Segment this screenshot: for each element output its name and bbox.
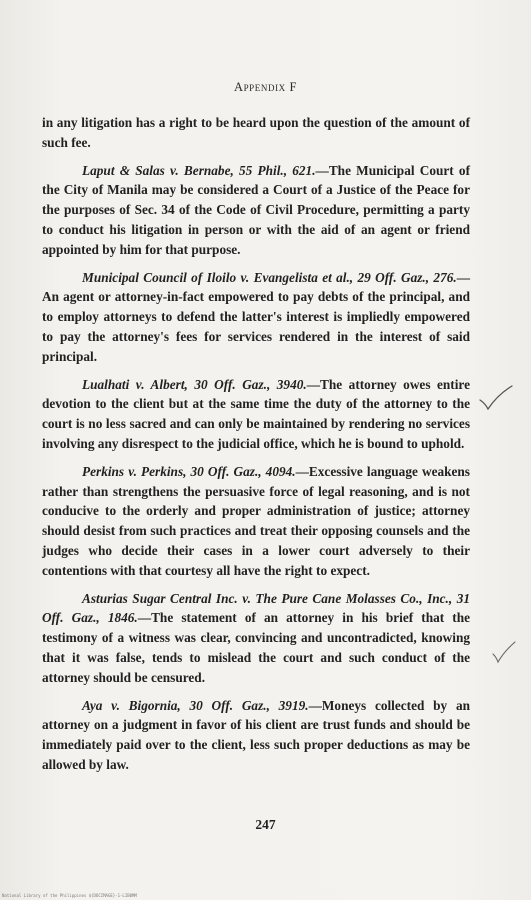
scan-footer: National Library of the Philippines ${DOCIMAGE}-1-LIB0MM (2, 893, 137, 898)
case-paragraph (42, 161, 470, 260)
page-number: 247 (255, 817, 276, 832)
case-citation: Aya v. Bigornia, 30 Off. Gaz., 3919. (82, 697, 309, 713)
case-citation: Laput & Salas v. Bernabe, 55 Phil., 621. (82, 162, 316, 178)
checkmark-icon (478, 384, 514, 412)
case-citation: Lualhati v. Albert, 30 Off. Gaz., 3940. (82, 376, 307, 392)
paragraph-continuation (42, 113, 470, 153)
running-header: Appendix F (233, 80, 298, 94)
case-holding: —An agent or attorney-in-fact empowered to pay debts of the principal, and to employ attorneys to defend the latter's interest is impliedly empowered to pay the attorney's fees for services rendered in the interest of said principal. (42, 269, 470, 364)
case-holding: —Moneys collected by an attorney on a judgment in favor of his client are trust funds and should be immediately paid over to the client, less such proper deductions as may be allowed by law. (42, 697, 470, 772)
paragraph-text: in any litigation has a right to be heard upon the question of the amount of such fee. (42, 115, 470, 150)
case-holding: —Excessive language weakens rather than strengthens the persuasive force of legal reasoning, and is not conducive to the orderly and proper administration of justice; attorney should desist from such practices and treat their opposing counsels and the judges who decide their cases in a lower court adversely to their contentions with that courtesy all have the right to expect. (42, 463, 470, 578)
case-paragraph (42, 462, 470, 581)
case-paragraph (42, 375, 470, 454)
case-paragraph (42, 696, 470, 775)
case-paragraph (42, 268, 470, 367)
checkmark-icon (491, 640, 517, 664)
case-citation: Asturias Sugar Central Inc. v. The Pure Cane Molasses Co., Inc., 31 Off. Gaz., 1846. (42, 590, 470, 626)
case-citation: Municipal Council of Iloilo v. Evangelista et al., 29 Off. Gaz., 276. (82, 269, 457, 285)
page-body (42, 113, 470, 783)
case-citation: Perkins v. Perkins, 30 Off. Gaz., 4094. (82, 463, 296, 479)
case-holding: —The attorney owes entire devotion to the client but at the same time the duty of the attorney to the court is no less sacred and can only be maintained by rendering no services involving any disrespect to the judicial office, which he is bound to uphold. (42, 376, 470, 451)
case-holding: —The Municipal Court of the City of Manila may be considered a Court of a Justice of the Peace for the purposes of Sec. 34 of the Code of Civil Procedure, permitting a party to conduct his litigation in person or with the aid of an agent or friend appointed by him for that purpose. (42, 162, 470, 257)
case-holding: —The statement of an attorney in his brief that the testimony of a witness was clear, convincing and uncontradicted, knowing that it was false, tends to mislead the court and such conduct of the attorney should be censured. (42, 610, 471, 685)
case-paragraph (42, 589, 470, 688)
